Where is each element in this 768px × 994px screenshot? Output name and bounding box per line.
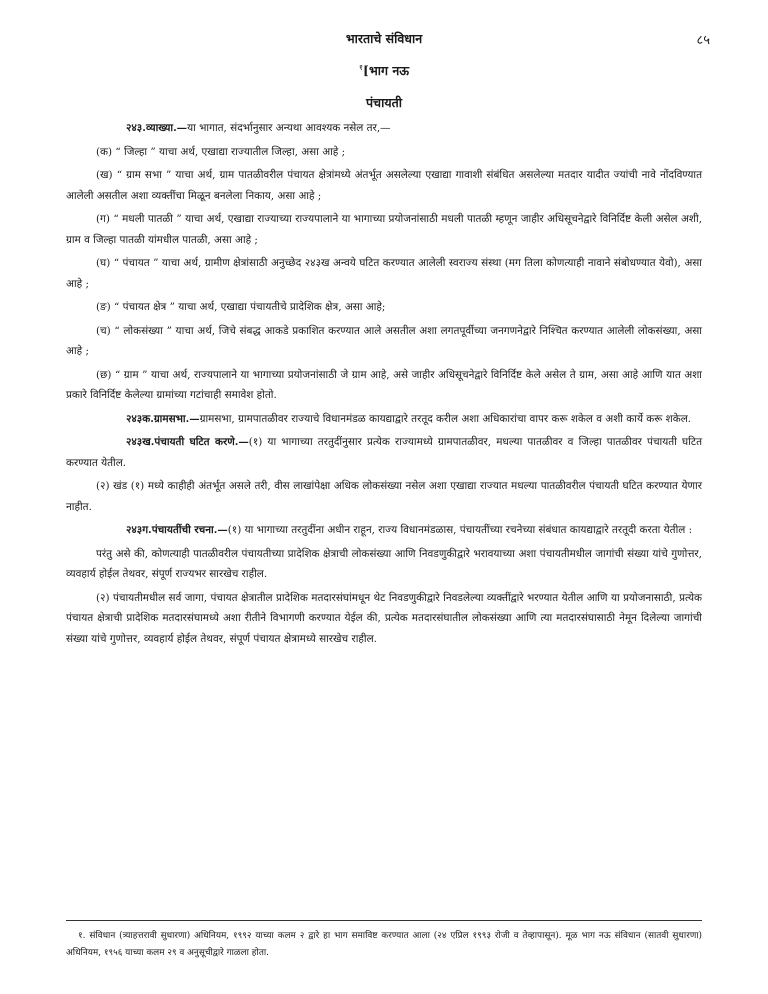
clause-ka: (क) “ जिल्हा ” याचा अर्थ, एखाद्या राज्यातील जिल्हा, असा आहे ; [96,145,346,158]
section-heading: व्याख्या.— [146,122,188,134]
section-heading: ग्रामसभा.— [153,412,200,425]
footnote: १. संविधान (त्र्याहत्तरावी सुधारणा) अधिनियम, १९९२ याच्या कलम २ द्वारे हा भाग समाविष्ट करण्यात आला (२४ एप्रिल १९९३ रोजी व तेव्हापासून). मूळ भाग नऊ संविधान (सातवी सुधारणा) अधिनियम, १९५६ याच्या कलम २९ व अनुसूचीद्वारे गाळला होता. [66,931,702,958]
footnote-marker: १ [358,63,364,72]
running-title: भारताचे संविधान [345,31,423,46]
clause-nga: (ङ) “ पंचायत क्षेत्र ” याचा अर्थ, एखाद्या पंचायतीचे प्रादेशिक क्षेत्र, असा आहे; [96,301,386,314]
section-243b [66,432,702,473]
section-number: २४३ग. [126,524,152,537]
part-title-text: [भाग नऊ [363,63,410,79]
section-text: (१) या भागाच्या तरतुदींना अधीन राहून, राज्य विधानमंडळास, पंचायतींच्या रचनेच्या संबंधात कायद्याद्वारे तरतूदी करता येतील : [227,524,693,537]
part-title [0,62,768,79]
running-header [0,30,768,50]
clause-chha: (छ) “ ग्राम ” याचा अर्थ, राज्यपालाने या भागाच्या प्रयोजनांसाठी जे ग्राम आहे, असे जाहीर अधिसूचनेद्वारे विनिर्दिष्ट केले असेल ते ग्राम, असा आहे आणि यात अशा प्रकारे विनिर्दिष्ट केलेल्या ग्रामांच्या गटांचाही समावेश होतो. [66,368,702,402]
section-number: २४३क. [126,412,154,425]
clause-ga: (ग) “ मधली पातळी ” याचा अर्थ, एखाद्या राज्याच्या राज्यपालाने या भागाच्या प्रयोजनांसाठी मधली पातळी म्हणून जाहीर अधिसूचनेद्वारे विनिर्दिष्ट केली असेल अशी, ग्राम व जिल्हा पातळी यांमधील पातळी, असा आहे ; [66,213,702,246]
section-heading: पंचायती घटित करणे.— [154,436,249,449]
part-subtitle: पंचायती [366,95,402,110]
body-text [66,118,702,652]
section-text: या भागात, संदर्भानुसार अन्यथा आवश्यक नसेल तर,— [187,122,391,134]
section-number: २४३ख. [126,436,155,449]
section-text: (१) या भागाच्या तरतुदींनुसार प्रत्येक राज्यामध्ये ग्रामपातळीवर, मधल्या पातळीवर व जिल्हा पातळीवर पंचायती घटित करण्यात येतील. [66,436,703,469]
clause-gha: (घ) “ पंचायत ” याचा अर्थ, ग्रामीण क्षेत्रांसाठी अनुच्छेद २४३ख अन्वये घटित करण्यात आलेली स्वराज्य संस्था (मग तिला कोणत्याही नावाने संबोधण्यात येवो), असा आहे ; [66,257,702,290]
clause-243c-2: (२) पंचायतीमधील सर्व जागा, पंचायत क्षेत्रातील प्रादेशिक मतदारसंघांमधून थेट निवडणुकीद्वारे निवडलेल्या व्यक्तींद्वारे भरण्यात येतील आणि या प्रयोजनासाठी, प्रत्येक पंचायत क्षेत्राची प्रादेशिक मतदारसंघामध्ये अशा रीतीने विभागणी करण्यात येईल की, प्रत्येक मतदारसंघातील लोकसंख्या आणि त्या मतदारसंघासाठी नेमून दिलेल्या जागांची संख्या यांचे गुणोत्तर, व्यवहार्य होईल तेथवर, संपूर्ण पंचायत क्षेत्रामध्ये सारखेच राहील. [66,591,702,645]
section-243 [66,118,702,138]
section-243c [66,520,702,540]
footnote-divider [66,920,702,921]
page-number: ८५ [696,33,710,48]
clause-243b-2: (२) खंड (१) मध्ये काहीही अंतर्भूत असले तरी, वीस लाखांपेक्षा अधिक लोकसंख्या नसेल अशा एखाद्या राज्यात मधल्या पातळीवरील पंचायती घटित करण्यात येणार नाहीत. [66,480,702,513]
clause-kha: (ख) “ ग्राम सभा ” याचा अर्थ, ग्राम पातळीवरील पंचायत क्षेत्रांमध्ये अंतर्भूत असलेल्या एखाद्या गावाशी संबंधित असलेल्या मतदार यादीत ज्यांची नावे नोंदविण्यात आलेली असतील अशा व्यक्तींचा मिळून बनलेला निकाय, असा आहे ; [66,169,702,202]
section-243a [66,409,702,429]
section-text: ग्रामसभा, ग्रामपातळीवर राज्याचे विधानमंडळ कायद्याद्वारे तरतूद करील अशा अधिकारांचा वापर करू शकेल व अशी कार्ये करू शकेल. [199,412,692,425]
section-number: २४३. [126,122,146,134]
section-heading: पंचायतींची रचना.— [151,524,228,537]
proviso-243c: परंतु असे की, कोणत्याही पातळीवरील पंचायतीच्या प्रादेशिक क्षेत्राची लोकसंख्या आणि निवडणुकीद्वारे भरावयाच्या अशा पंचायतीमधील जागांची संख्या यांचे गुणोत्तर, व्यवहार्य होईल तेथवर, संपूर्ण राज्यभर सारखेच राहील. [66,547,702,581]
clause-cha: (च) “ लोकसंख्या ” याचा अर्थ, जिचे संबद्ध आकडे प्रकाशित करण्यात आले असतील अशा लगतपूर्वीच्या जनगणनेद्वारे निश्चित करण्यात आलेली लोकसंख्या, असा आहे ; [66,324,702,358]
